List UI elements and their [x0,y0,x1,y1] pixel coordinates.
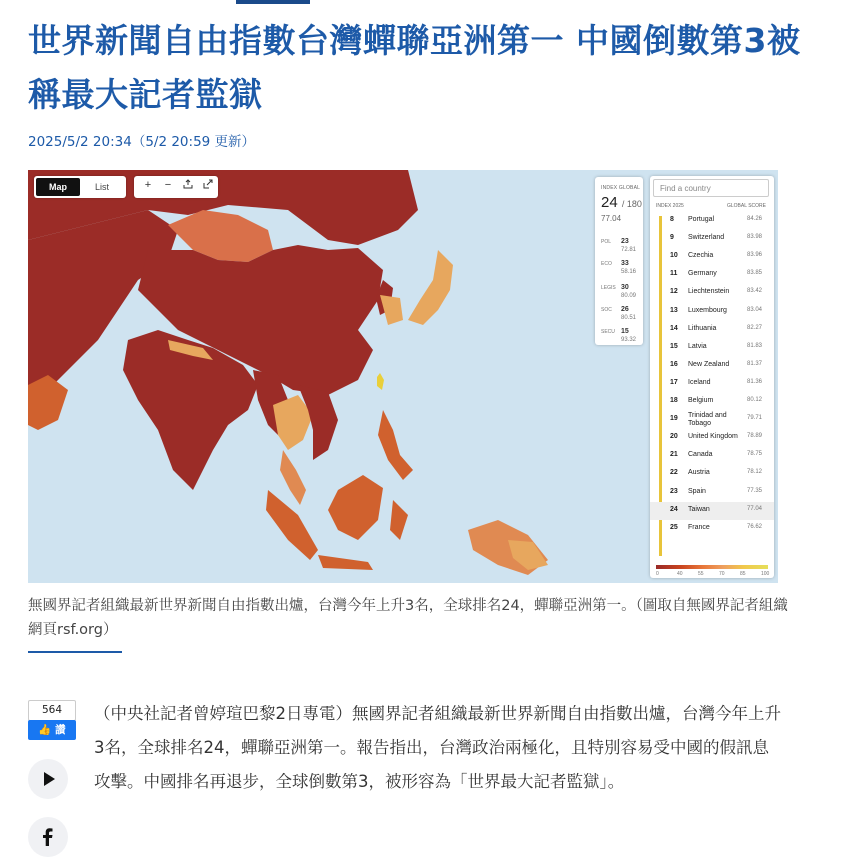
rank-value: 24 / 180 [601,194,642,211]
row-country: Portugal [688,216,715,223]
legend-tick: 100 [761,571,770,577]
ranking-row[interactable] [650,429,774,447]
row-country: New Zealand [688,360,730,368]
row-country: Luxembourg [688,306,727,314]
row-rank: 8 [670,216,674,223]
row-score: 83.42 [747,288,763,295]
indicator-pol: POL 23 72.81 [601,238,637,253]
ranking-row[interactable] [650,502,774,520]
play-audio-button[interactable] [28,759,68,799]
row-country: Latvia [688,342,707,350]
ranking-row[interactable] [650,339,774,357]
row-rank: 13 [670,306,678,314]
row-rank: 25 [670,523,678,531]
row-score: 83.96 [747,252,763,259]
country-index-card [595,177,643,345]
zoom-out-button[interactable]: − [164,179,172,191]
ranking-row[interactable] [650,484,774,502]
row-score: 78.12 [747,469,763,476]
caption-rule [28,651,122,653]
row-country: Trinidad and Tobago [688,412,727,428]
row-country: Germany [688,270,717,278]
row-rank: 21 [670,451,678,459]
ranking-row[interactable] [650,248,774,266]
ranking-row[interactable] [650,303,774,321]
row-rank: 12 [670,288,678,296]
row-score: 78.75 [747,451,763,458]
row-rank: 19 [670,415,678,423]
row-score: 77.04 [747,505,763,512]
row-rank: 15 [670,342,678,350]
ranking-row[interactable] [650,465,774,483]
row-country: Belgium [688,397,714,404]
row-country: Liechtenstein [688,288,730,296]
row-rank: 22 [670,469,678,477]
row-country: France [688,523,710,531]
country-search-input[interactable]: Find a country [653,179,769,197]
row-country: Spain [688,487,706,495]
row-rank: 18 [670,397,678,404]
country-ranking-list [650,176,774,578]
row-score: 78.89 [747,433,763,440]
row-score: 76.62 [747,523,763,530]
ranking-row[interactable] [650,284,774,302]
indicator-secu: SECU 15 93.32 [601,328,637,343]
row-score: 83.98 [747,234,763,241]
ranking-row[interactable] [650,520,774,538]
row-rank: 9 [670,234,674,242]
row-score: 83.04 [747,306,763,313]
ranking-row[interactable] [650,393,774,411]
row-score: 77.35 [747,487,763,494]
like-button[interactable]: 👍 讚 [28,720,76,740]
row-rank: 23 [670,487,678,495]
ranking-row[interactable] [650,447,774,465]
map-toolbar [134,176,218,198]
legend-tick: 85 [740,571,746,577]
top-accent-bar [236,0,310,4]
zoom-in-button[interactable]: + [144,179,152,191]
figure-caption: 無國界記者組織最新世界新聞自由指數出爐，台灣今年上升3名，全球排名24，蟬聯亞洲第一。（圖取自無國界記者組織網頁rsf.org） [28,598,788,638]
row-country: Canada [688,451,713,459]
row-score: 84.26 [747,216,763,222]
row-country: Iceland [688,378,711,386]
index-label: INDEX GLOBAL [601,185,641,191]
view-toggle [34,176,126,198]
row-country: Austria [688,469,710,477]
ranking-row[interactable] [650,411,774,429]
row-country: Taiwan [688,505,710,513]
ranking-row[interactable] [650,266,774,284]
row-score: 82.27 [747,324,763,331]
row-rank: 16 [670,360,678,368]
expand-icon[interactable] [198,179,218,192]
thumbs-up-icon: 👍 [38,724,52,736]
row-score: 80.12 [747,397,763,403]
row-country: Czechia [688,252,714,260]
legend-tick: 0 [656,571,659,577]
row-rank: 17 [670,378,678,386]
share-icon[interactable] [178,179,198,192]
article-body: （中央社記者曾婷瑄巴黎2日專電）無國界記者組織最新世界新聞自由指數出爐，台灣今年上升3名，全球排名24，蟬聯亞洲第一。報告指出，台灣政治兩極化，且特別容易受中國的假訊息攻擊。中國排名再退步，全球倒數第3，被形容為「世界最大記者監獄」。 [94,704,781,791]
list-header: INDEX 2025 GLOBAL SCORE [656,203,766,209]
row-rank: 14 [670,324,678,332]
indicator-eco: ECO 33 58.16 [601,260,637,275]
tab-list[interactable]: List [94,182,109,192]
article-title: 世界新聞自由指數台灣蟬聯亞洲第一 中國倒數第3被稱最大記者監獄 [28,21,801,114]
row-score: 81.37 [747,360,763,367]
row-rank: 20 [670,433,678,441]
score-legend-bar [656,565,768,569]
indicator-legis: LEGIS 30 80.09 [601,284,637,299]
row-score: 81.83 [747,342,763,349]
legend-tick: 70 [719,571,725,577]
row-rank: 24 [670,505,678,513]
like-count: 564 [28,700,76,721]
article-date: 2025/5/2 20:34（5/2 20:59 更新） [28,134,256,150]
play-icon [38,769,58,789]
row-country: Lithuania [688,324,717,332]
ranking-row[interactable] [650,230,774,248]
legend-tick: 55 [698,571,704,577]
row-score: 79.71 [747,415,763,422]
row-rank: 11 [670,270,678,278]
row-country: Switzerland [688,234,725,242]
ranking-row[interactable] [650,321,774,339]
legend-tick: 40 [677,571,683,577]
row-rank: 10 [670,252,678,260]
indicator-soc: SOC 26 80.51 [601,306,637,321]
facebook-like-widget [28,700,76,740]
score-value: 77.04 [601,214,622,223]
facebook-icon [38,827,58,847]
tab-map[interactable]: Map [36,178,80,196]
press-freedom-map-image [28,170,778,583]
facebook-share-button[interactable] [28,817,68,857]
ranking-row[interactable] [650,357,774,375]
row-country: United Kingdom [688,433,738,441]
row-score: 83.85 [747,270,763,277]
ranking-row[interactable] [650,375,774,393]
ranking-row[interactable] [650,212,774,230]
row-score: 81.36 [747,378,763,385]
